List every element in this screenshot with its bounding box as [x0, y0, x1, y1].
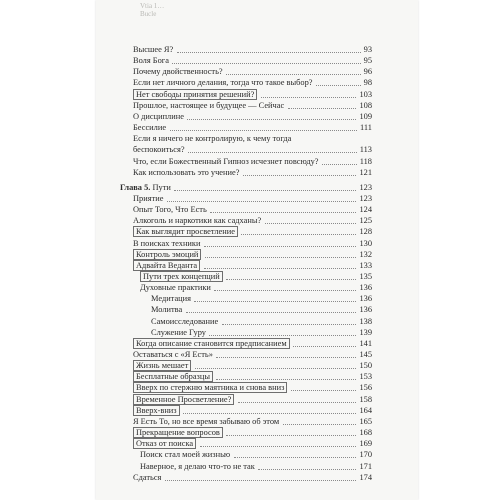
toc-page-number: 124: [359, 205, 372, 214]
toc-page-number: 164: [359, 406, 372, 415]
toc-page-number: 108: [359, 101, 372, 110]
toc-page-number: 136: [359, 294, 372, 303]
toc-page-number: 136: [359, 283, 372, 292]
toc-entry: [133, 249, 372, 260]
toc-entry: [151, 327, 372, 338]
toc-page-number: 93: [363, 45, 372, 54]
faint-header-line: Vtia 1…: [140, 2, 165, 10]
toc-entry-title: Служение Гуру: [151, 328, 206, 337]
toc-entry-title: Самоисследование: [151, 317, 219, 326]
toc-entry: [140, 449, 372, 460]
leader-dots: [243, 175, 356, 176]
toc-entry: [133, 427, 372, 438]
toc-entry: [133, 144, 372, 155]
toc-page-number: 150: [359, 361, 372, 370]
toc-entry: [133, 438, 372, 449]
leader-dots: [209, 335, 356, 336]
toc-entry: [133, 238, 372, 249]
faint-header-line: Bucle: [140, 10, 157, 18]
leader-dots: [265, 223, 356, 224]
toc-entry-title: [120, 182, 171, 193]
toc-entry-title: Что, если Божественный Гипноз исчезнет повсюду?: [133, 157, 319, 166]
toc-entry: [133, 349, 372, 360]
toc-page-number: 135: [359, 272, 372, 281]
toc-page-number: 165: [359, 417, 372, 426]
leader-dots: [167, 201, 356, 202]
leader-dots: [238, 402, 356, 403]
toc-entry-title: Отказ от поиска: [133, 438, 196, 449]
toc-entry-title: Бесплатные образцы: [133, 371, 213, 382]
toc-entry-title: Высшее Я?: [133, 45, 174, 54]
toc-entry: [133, 156, 372, 167]
toc-page-number: 123: [359, 183, 372, 192]
toc-entry-title: Воля Бога: [133, 56, 169, 65]
toc-entry-title: Вверх-вниз: [133, 405, 180, 416]
toc-entry: [133, 226, 372, 237]
leader-dots: [204, 246, 356, 247]
leader-dots: [283, 424, 356, 425]
toc-page-number: 121: [359, 168, 372, 177]
toc-page-number: 113: [359, 145, 372, 154]
toc-entry: [133, 472, 372, 483]
toc-entry-title: Бессилие: [133, 123, 167, 132]
toc-page-number: 98: [363, 78, 372, 87]
toc-page-number: 156: [359, 383, 372, 392]
toc-page-number: 125: [359, 216, 372, 225]
toc-page-number: 132: [359, 250, 372, 259]
toc-entry-title: беспокоиться?: [133, 145, 185, 154]
toc-page-number: 130: [359, 239, 372, 248]
toc-page-number: 138: [359, 317, 372, 326]
leader-dots: [241, 234, 356, 235]
toc-entry-title: Духовные практики: [140, 283, 211, 292]
toc-entry: [151, 316, 372, 327]
toc-entry: [133, 382, 372, 393]
toc-entry-title: Алкоголь и наркотики как садханы?: [133, 216, 262, 225]
leader-dots: [170, 130, 357, 131]
toc-entry-title: Я Есть То, но все время забываю об этом: [133, 417, 280, 426]
toc-page-number: 174: [359, 473, 372, 482]
toc-page-number: 128: [359, 227, 372, 236]
toc-entry-title: Вверх по стержню маятника и снова вниз: [133, 382, 287, 393]
leader-dots: [322, 164, 357, 165]
leader-dots: [195, 368, 356, 369]
leader-dots: [216, 379, 356, 380]
toc-entry-title: Почему двойственность?: [133, 67, 223, 76]
leader-dots: [194, 301, 356, 302]
toc-entry: [133, 111, 372, 122]
leader-dots: [234, 457, 356, 458]
leader-dots: [261, 97, 356, 98]
toc-page-number: 123: [359, 194, 372, 203]
toc-entry: [151, 304, 372, 315]
leader-dots: [200, 446, 356, 447]
toc-page-number: 141: [359, 339, 372, 348]
toc-entry: [133, 215, 372, 226]
toc-entry-title: Приятие: [133, 194, 164, 203]
toc-entry-title: Прошлое, настоящее и будущее — Сейчас: [133, 101, 285, 110]
toc-entry-title: Молитва: [151, 305, 183, 314]
chapter-label: Глава 5.: [120, 183, 151, 192]
toc-entry: [133, 360, 372, 371]
toc-page-number: 133: [359, 261, 372, 270]
leader-dots: [288, 108, 356, 109]
leader-dots: [186, 312, 356, 313]
toc-entry: [151, 293, 372, 304]
toc-entry-title: Контроль эмоций: [133, 249, 201, 260]
leader-dots: [174, 190, 356, 191]
toc-entry-title: Когда описание становится предписанием: [133, 338, 290, 349]
toc-entry-title: Нет свободы принятия решений?: [133, 89, 257, 100]
toc-page-number: 136: [359, 305, 372, 314]
toc-entry-title: Сдаться: [133, 473, 162, 482]
toc-page-number: 118: [359, 157, 372, 166]
toc-entry-title: Временное Просветление?: [133, 394, 234, 405]
leader-dots: [216, 357, 356, 358]
toc-page-number: 169: [359, 439, 372, 448]
toc-entry: [133, 89, 372, 100]
toc-entry: [133, 371, 372, 382]
toc-entry-title: Прекращение вопросов: [133, 427, 223, 438]
toc-entry: [140, 271, 372, 282]
toc-entry: [133, 405, 372, 416]
toc-page-number: 95: [363, 56, 372, 65]
toc-entry: [133, 66, 372, 77]
toc-entry-title: Пути трех концепций: [140, 271, 223, 282]
toc-entry-title: Наверное, я делаю что-то не так: [140, 462, 255, 471]
leader-dots: [226, 279, 356, 280]
toc-entry-title: Опыт Того, Что Есть: [133, 205, 207, 214]
toc-page-number: 171: [359, 462, 372, 471]
toc-entry-title: О дисциплине: [133, 112, 184, 121]
toc-page-number: 103: [359, 90, 372, 99]
toc-page-number: 145: [359, 350, 372, 359]
toc-entry-title: Как выглядит просветление: [133, 226, 238, 237]
toc-entry: [133, 394, 372, 405]
leader-dots: [165, 480, 356, 481]
toc-entry-title: Как использовать это учение?: [133, 168, 240, 177]
toc-entry-title: Поиск стал моей жизнью: [140, 450, 231, 459]
toc-page-number: 111: [360, 123, 372, 132]
toc-entry: [133, 416, 372, 427]
toc-entry: [133, 77, 372, 88]
toc-entry-title: Медитация: [151, 294, 191, 303]
toc-entry-title: Если нет личного делания, тогда что такое выбор?: [133, 78, 313, 87]
toc-entry-title: Жизнь мешает: [133, 360, 191, 371]
toc-entry: [133, 338, 372, 349]
leader-dots: [177, 52, 361, 53]
chapter-title: Пути: [150, 183, 171, 192]
leader-dots: [204, 268, 356, 269]
leader-dots: [172, 63, 361, 64]
leader-dots: [316, 85, 361, 86]
leader-dots: [205, 257, 356, 258]
leader-dots: [214, 290, 356, 291]
leader-dots: [183, 413, 356, 414]
toc-entry: [133, 44, 372, 55]
toc-entry: [133, 260, 372, 271]
leader-dots: [226, 435, 356, 436]
leader-dots: [187, 119, 356, 120]
toc-entry: [133, 193, 372, 204]
toc-page-number: 168: [359, 428, 372, 437]
toc-entry: [133, 55, 372, 66]
toc-page-number: 153: [359, 372, 372, 381]
toc-entry-title: Если я ничего не контролирую, к чему тогда: [133, 134, 292, 143]
toc-entry: [140, 461, 372, 472]
toc-page-number: 158: [359, 395, 372, 404]
toc-entry-title: Адвайта Веданта: [133, 260, 200, 271]
leader-dots: [188, 152, 357, 153]
leader-dots: [222, 324, 356, 325]
toc-entry: [133, 167, 372, 178]
toc-page-number: 109: [359, 112, 372, 121]
toc-entry-title: В поисках техники: [133, 239, 201, 248]
toc-entry: [140, 282, 372, 293]
toc-entry: [133, 100, 372, 111]
leader-dots: [293, 346, 356, 347]
leader-dots: [291, 390, 356, 391]
leader-dots: [258, 469, 356, 470]
toc-page-number: 139: [359, 328, 372, 337]
leader-dots: [226, 74, 361, 75]
toc-page-number: 96: [363, 67, 372, 76]
toc-page-number: 170: [359, 450, 372, 459]
leader-dots: [210, 212, 356, 213]
toc-entry: [133, 133, 372, 144]
toc-entry: [133, 204, 372, 215]
toc-entry: [133, 122, 372, 133]
toc-entry-title: Оставаться с «Я Есть»: [133, 350, 213, 359]
toc-chapter-row: [120, 182, 372, 193]
